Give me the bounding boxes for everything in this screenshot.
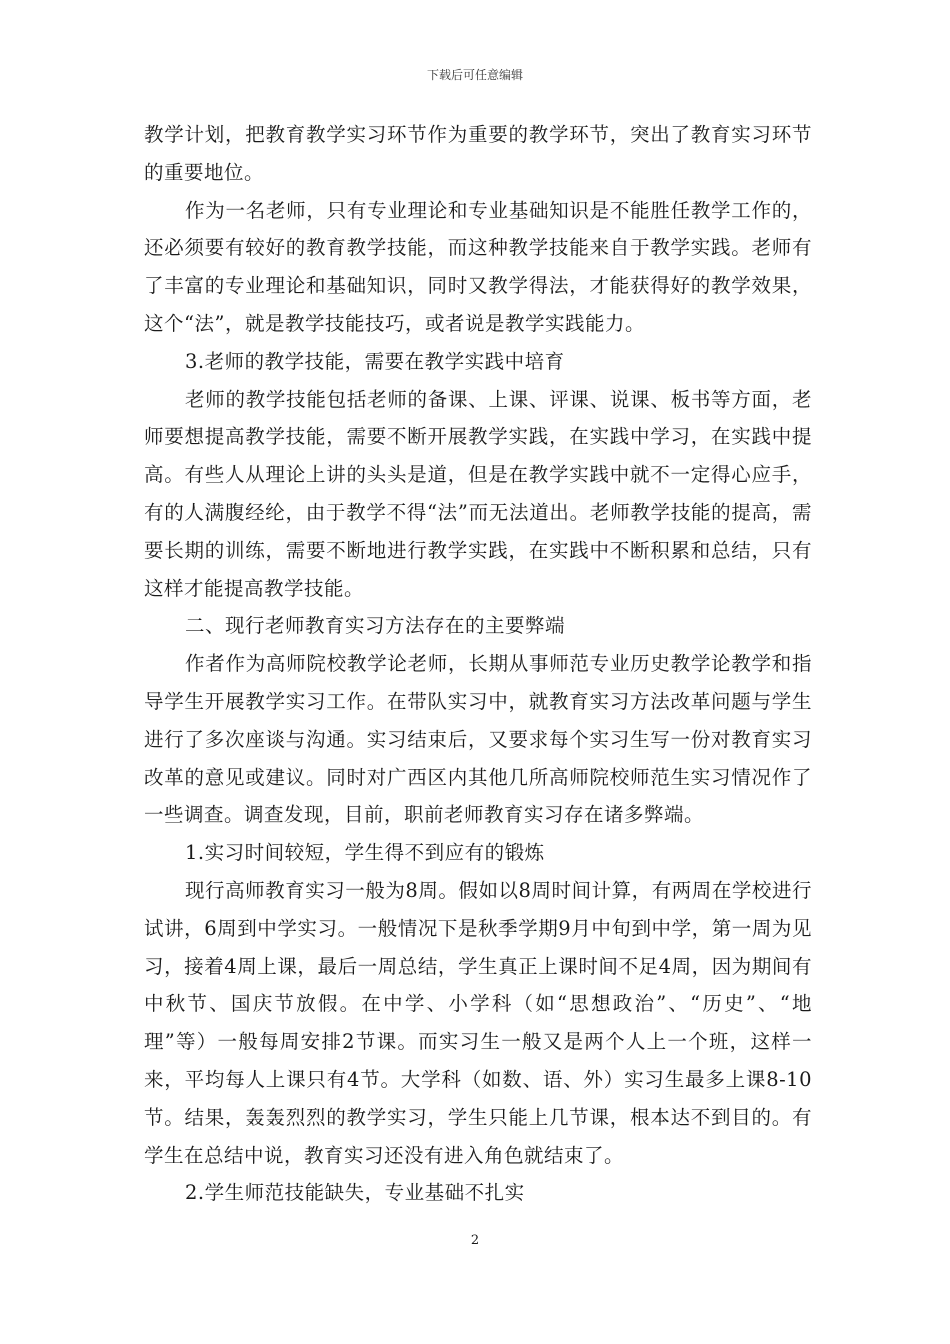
section-heading-2: 二、现行老师教育实习方法存在的主要弊端 xyxy=(185,614,566,638)
paragraph-1: 教学计划，把教育教学实习环节作为重要的教学环节，突出了教育实习环节的重要地位。 xyxy=(144,123,812,184)
paragraph-4: 老师的教学技能包括老师的备课、上课、评课、说课、板书等方面，老师要想提高教学技能，需要不断开展教学实践，在实践中学习，在实践中提高。有些人从理论上讲的头头是道，但是在教学实践中就不一定得心应手，有的人满腹经纶，由于教学不得“法”而无法道出。老师教学技能的提高，需要长期的训练，需要不断地进行教学实践，在实践中不断积累和总结，只有这样才能提高教学技能。 xyxy=(144,387,812,600)
paragraph-6: 作者作为高师院校教学论老师，长期从事师范专业历史教学论教学和指导学生开展教学实习工作。在带队实习中，就教育实习方法改革问题与学生进行了多次座谈与沟通。实习结束后，又要求每个实习生写一份对教育实习改革的意见或建议。同时对广西区内其他几所高师院校师范生实习情况作了一些调查。调查发现，目前，职前老师教育实习存在诸多弊端。 xyxy=(144,652,812,827)
paragraph-8: 现行高师教育实习一般为8周。假如以8周时间计算，有两周在学校进行试讲，6周到中学实习。一般情况下是秋季学期9月中旬到中学，第一周为见习，接着4周上课，最后一周总结，学生真正上课时间不足4周，因为期间有中秋节、国庆节放假。在中学、小学科（如“思想政治”、“历史”、“地理”等）一般每周安排2节课。而实习生一般又是两个人上一个班，这样一来，平均每人上课只有4节。大学科（如数、语、外）实习生最多上课8-10节。结果，轰轰烈烈的教学实习，学生只能上几节课，根本达不到目的。有学生在总结中说，教育实习还没有进入角色就结束了。 xyxy=(144,878,812,1167)
document-body xyxy=(144,116,812,1212)
page-header-note: 下载后可任意编辑 xyxy=(426,68,523,82)
page-number: 2 xyxy=(470,1233,480,1248)
subsection-heading-2: 2.学生师范技能缺失，专业基础不扎实 xyxy=(185,1181,525,1205)
section-heading-3: 3.老师的教学技能，需要在教学实践中培育 xyxy=(185,349,565,373)
paragraph-2: 作为一名老师，只有专业理论和专业基础知识是不能胜任教学工作的，还必须要有较好的教育教学技能，而这种教学技能来自于教学实践。老师有了丰富的专业理论和基础知识，同时又教学得法，才能获得好的教学效果，这个“法”，就是教学技能技巧，或者说是教学实践能力。 xyxy=(144,198,812,335)
subsection-heading-1: 1.实习时间较短，学生得不到应有的锻炼 xyxy=(185,841,545,865)
